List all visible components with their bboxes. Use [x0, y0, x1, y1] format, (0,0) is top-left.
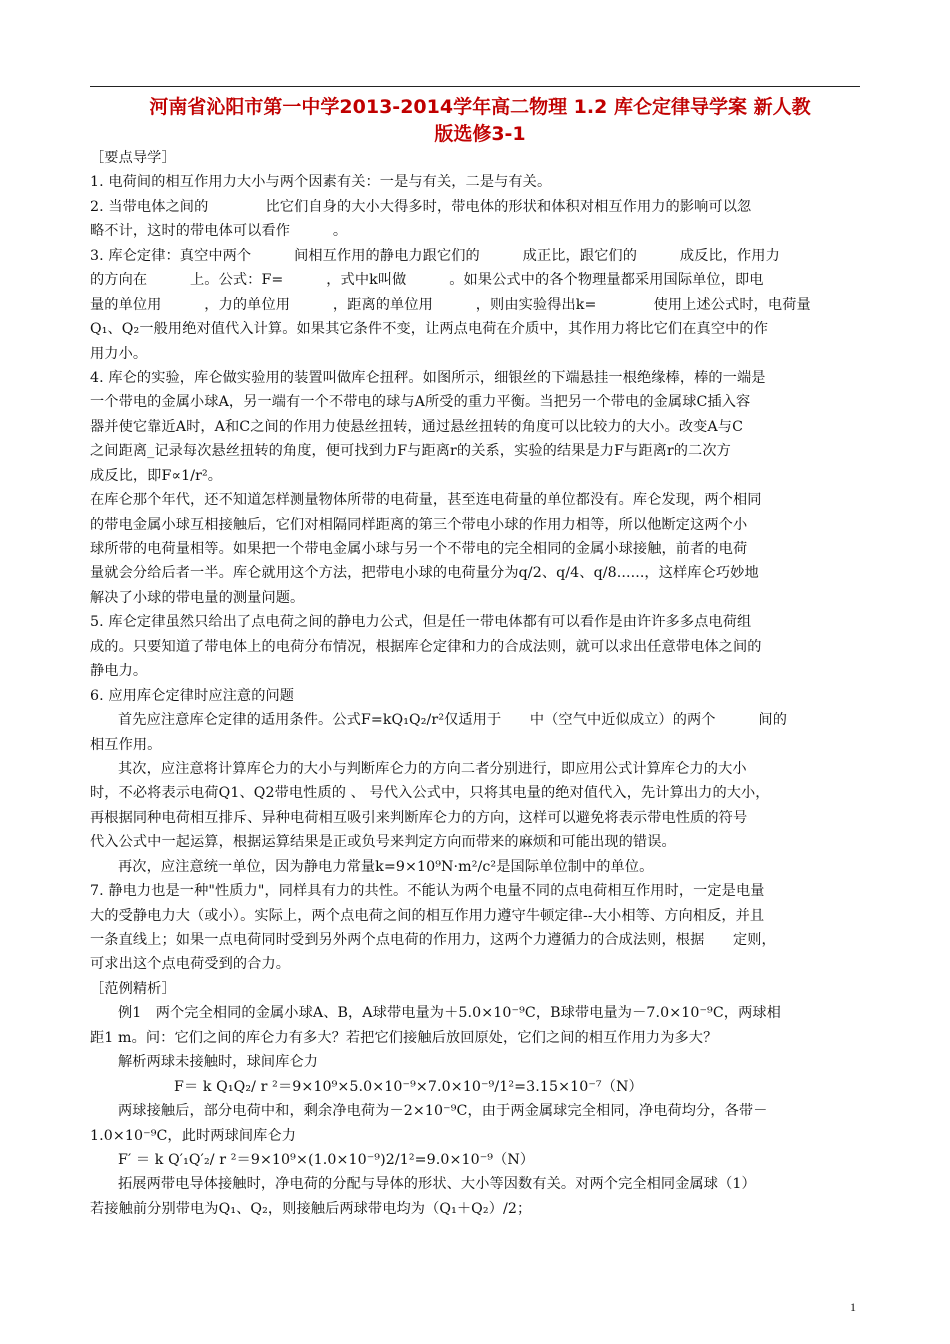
- paragraph-line: 略不计，这时的带电体可以看作 。: [90, 223, 348, 240]
- paragraph-line: 用力小。: [90, 345, 148, 362]
- paragraph-line: 量的单位用 ，力的单位用 ，距离的单位用 ，则由实验得出k= 使用上述公式时，电荷量: [90, 296, 811, 313]
- paragraph-line: 4. 库仑的实验，库仑做实验用的装置叫做库仑扭秤。如图所示，细银丝的下端悬挂一根绝缘棒，棒的一端是: [90, 369, 766, 386]
- document-body: [90, 146, 862, 1221]
- paragraph-line: 1.0×10⁻⁹C，此时两球间库仑力: [90, 1127, 297, 1144]
- paragraph-line: 3. 库仑定律：真空中两个 间相互作用的静电力跟它们的 成正比，跟它们的 成反比，作用力: [90, 247, 780, 264]
- paragraph-line: 相互作用。: [90, 736, 162, 753]
- paragraph-line: 大的受静电力大（或小）。实际上，两个点电荷之间的相互作用力遵守牛顿定律--大小相等、方向相反，并且: [90, 907, 765, 924]
- section-heading-examples: ［范例精析］: [90, 980, 176, 997]
- title-line-2: 版选修3-1: [434, 123, 526, 145]
- formula-line: F′ ＝ k Q′₁Q′₂/ r ²＝9×10⁹×(1.0×10⁻⁹)2/1²=9.0×10⁻⁹（N）: [118, 1151, 535, 1168]
- page-number: 1: [850, 1300, 856, 1314]
- paragraph-line: 2. 当带电体之间的 比它们自身的大小大得多时，带电体的形状和体积对相互作用力的影响可以忽: [90, 198, 752, 215]
- title-line-1: 河南省沁阳市第一中学2013-2014学年高二物理 1.2 库仑定律导学案 新人教: [149, 96, 811, 118]
- paragraph-line: 成的。只要知道了带电体上的电荷分布情况，根据库仑定律和力的合成法则，就可以求出任意带电体之间的: [90, 638, 762, 655]
- paragraph-line: 的方向在 上。公式：F= ，式中k叫做 。如果公式中的各个物理量都采用国际单位，即电: [90, 272, 764, 289]
- paragraph-line: 两球接触后，部分电荷中和，剩余净电荷为－2×10⁻⁹C，由于两金属球完全相同，净电荷均分，各带－: [118, 1103, 768, 1120]
- paragraph-line: 器并使它靠近A时，A和C之间的作用力使悬丝扭转，通过悬丝扭转的角度可以比较力的大小。改变A与C: [90, 418, 744, 435]
- paragraph-line: 一个带电的金属小球A，另一端有一个不带电的球与A所受的重力平衡。当把另一个带电的金属球C插入容: [90, 394, 751, 411]
- paragraph-line: 球所带的电荷量相等。如果把一个带电金属小球与另一个不带电的完全相同的金属小球接触，前者的电荷: [90, 541, 748, 557]
- formula-line: F＝ k Q₁Q₂/ r ²＝9×10⁹×5.0×10⁻⁹×7.0×10⁻⁹/1²=3.15×10⁻⁷（N）: [174, 1078, 643, 1095]
- paragraph-line: 静电力。: [90, 663, 148, 680]
- paragraph-line: 若接触前分别带电为Q₁、Q₂，则接触后两球带电均为（Q₁＋Q₂）/2；: [90, 1200, 532, 1217]
- paragraph-line: 例1 两个完全相同的金属小球A、B，A球带电量为＋5.0×10⁻⁹C，B球带电量为－7.0×10⁻⁹C，两球相: [118, 1005, 781, 1022]
- paragraph-line: Q₁、Q₂一般用绝对值代入计算。如果其它条件不变，让两点电荷在介质中，其作用力将比它们在真空中的作: [90, 321, 768, 338]
- paragraph-line: 再次，应注意统一单位，因为静电力常量k=9×10⁹N·m²/c²是国际单位制中的单位。: [118, 858, 654, 875]
- paragraph-line: 首先应注意库仑定律的适用条件。公式F=kQ₁Q₂/r²仅适用于 中（空气中近似成立）的两个 间的: [118, 712, 788, 729]
- paragraph-line: 代入公式中一起运算，根据运算结果是正或负号来判定方向而带来的麻烦和可能出现的错误。: [90, 834, 676, 851]
- paragraph-line: 6. 应用库仑定律时应注意的问题: [90, 687, 295, 704]
- paragraph-line: 可求出这个点电荷受到的合力。: [90, 956, 291, 973]
- paragraph-line: 7. 静电力也是一种"性质力"，同样具有力的共性。不能认为两个电量不同的点电荷相互作用时，一定是电量: [90, 883, 765, 900]
- document-title: [90, 94, 870, 148]
- paragraph-line: 1. 电荷间的相互作用力大小与两个因素有关：一是与有关，二是与有关。: [90, 174, 552, 191]
- paragraph-line: 距1 m。问：它们之间的库仑力有多大？若把它们接触后放回原处，它们之间的相互作用力为多大？: [90, 1029, 718, 1046]
- paragraph-line: 解析两球未接触时，球间库仑力: [118, 1054, 319, 1071]
- paragraph-line: 其次，应注意将计算库仑力的大小与判断库仑力的方向二者分别进行，即应用公式计算库仑力的大小: [118, 760, 747, 777]
- paragraph-line: 解决了小球的带电量的测量问题。: [90, 589, 305, 606]
- paragraph-line: 时，不必将表示电荷Q1、Q2带电性质的 、 号代入公式中，只将其电量的绝对值代入，先计算出力的大小，: [90, 785, 770, 802]
- section-heading-key-points: ［要点导学］: [90, 150, 176, 166]
- paragraph-line: 成反比，即F∝1/r²。: [90, 467, 223, 484]
- paragraph-line: 一条直线上；如果一点电荷同时受到另外两个点电荷的作用力，这两个力遵循力的合成法则，根据 定则，: [90, 932, 776, 948]
- paragraph-line: 在库仑那个年代，还不知道怎样测量物体所带的电荷量，甚至连电荷量的单位都没有。库仑发现，两个相同: [90, 492, 762, 509]
- paragraph-line: 之间距离_记录每次悬丝扭转的角度，便可找到力F与距离r的关系，实验的结果是力F与距离r的二次方: [90, 443, 731, 460]
- paragraph-line: 再根据同种电荷相互排斥、异种电荷相互吸引来判断库仑力的方向，这样可以避免将表示带电性质的符号: [90, 809, 748, 826]
- paragraph-line: 5. 库仑定律虽然只给出了点电荷之间的静电力公式，但是任一带电体都有可以看作是由许许多多点电荷组: [90, 614, 752, 631]
- paragraph-line: 量就会分给后者一半。库仑就用这个方法，把带电小球的电荷量分为q/2、q/4、q/8......，这样库仑巧妙地: [90, 565, 759, 582]
- paragraph-line: 的带电金属小球互相接触后，它们对相隔同样距离的第三个带电小球的作用力相等，所以他断定这两个小: [90, 516, 748, 533]
- paragraph-line: 拓展两带电导体接触时，净电荷的分配与导体的形状、大小等因数有关。对两个完全相同金属球（1）: [118, 1176, 756, 1193]
- header-rule: [90, 86, 860, 87]
